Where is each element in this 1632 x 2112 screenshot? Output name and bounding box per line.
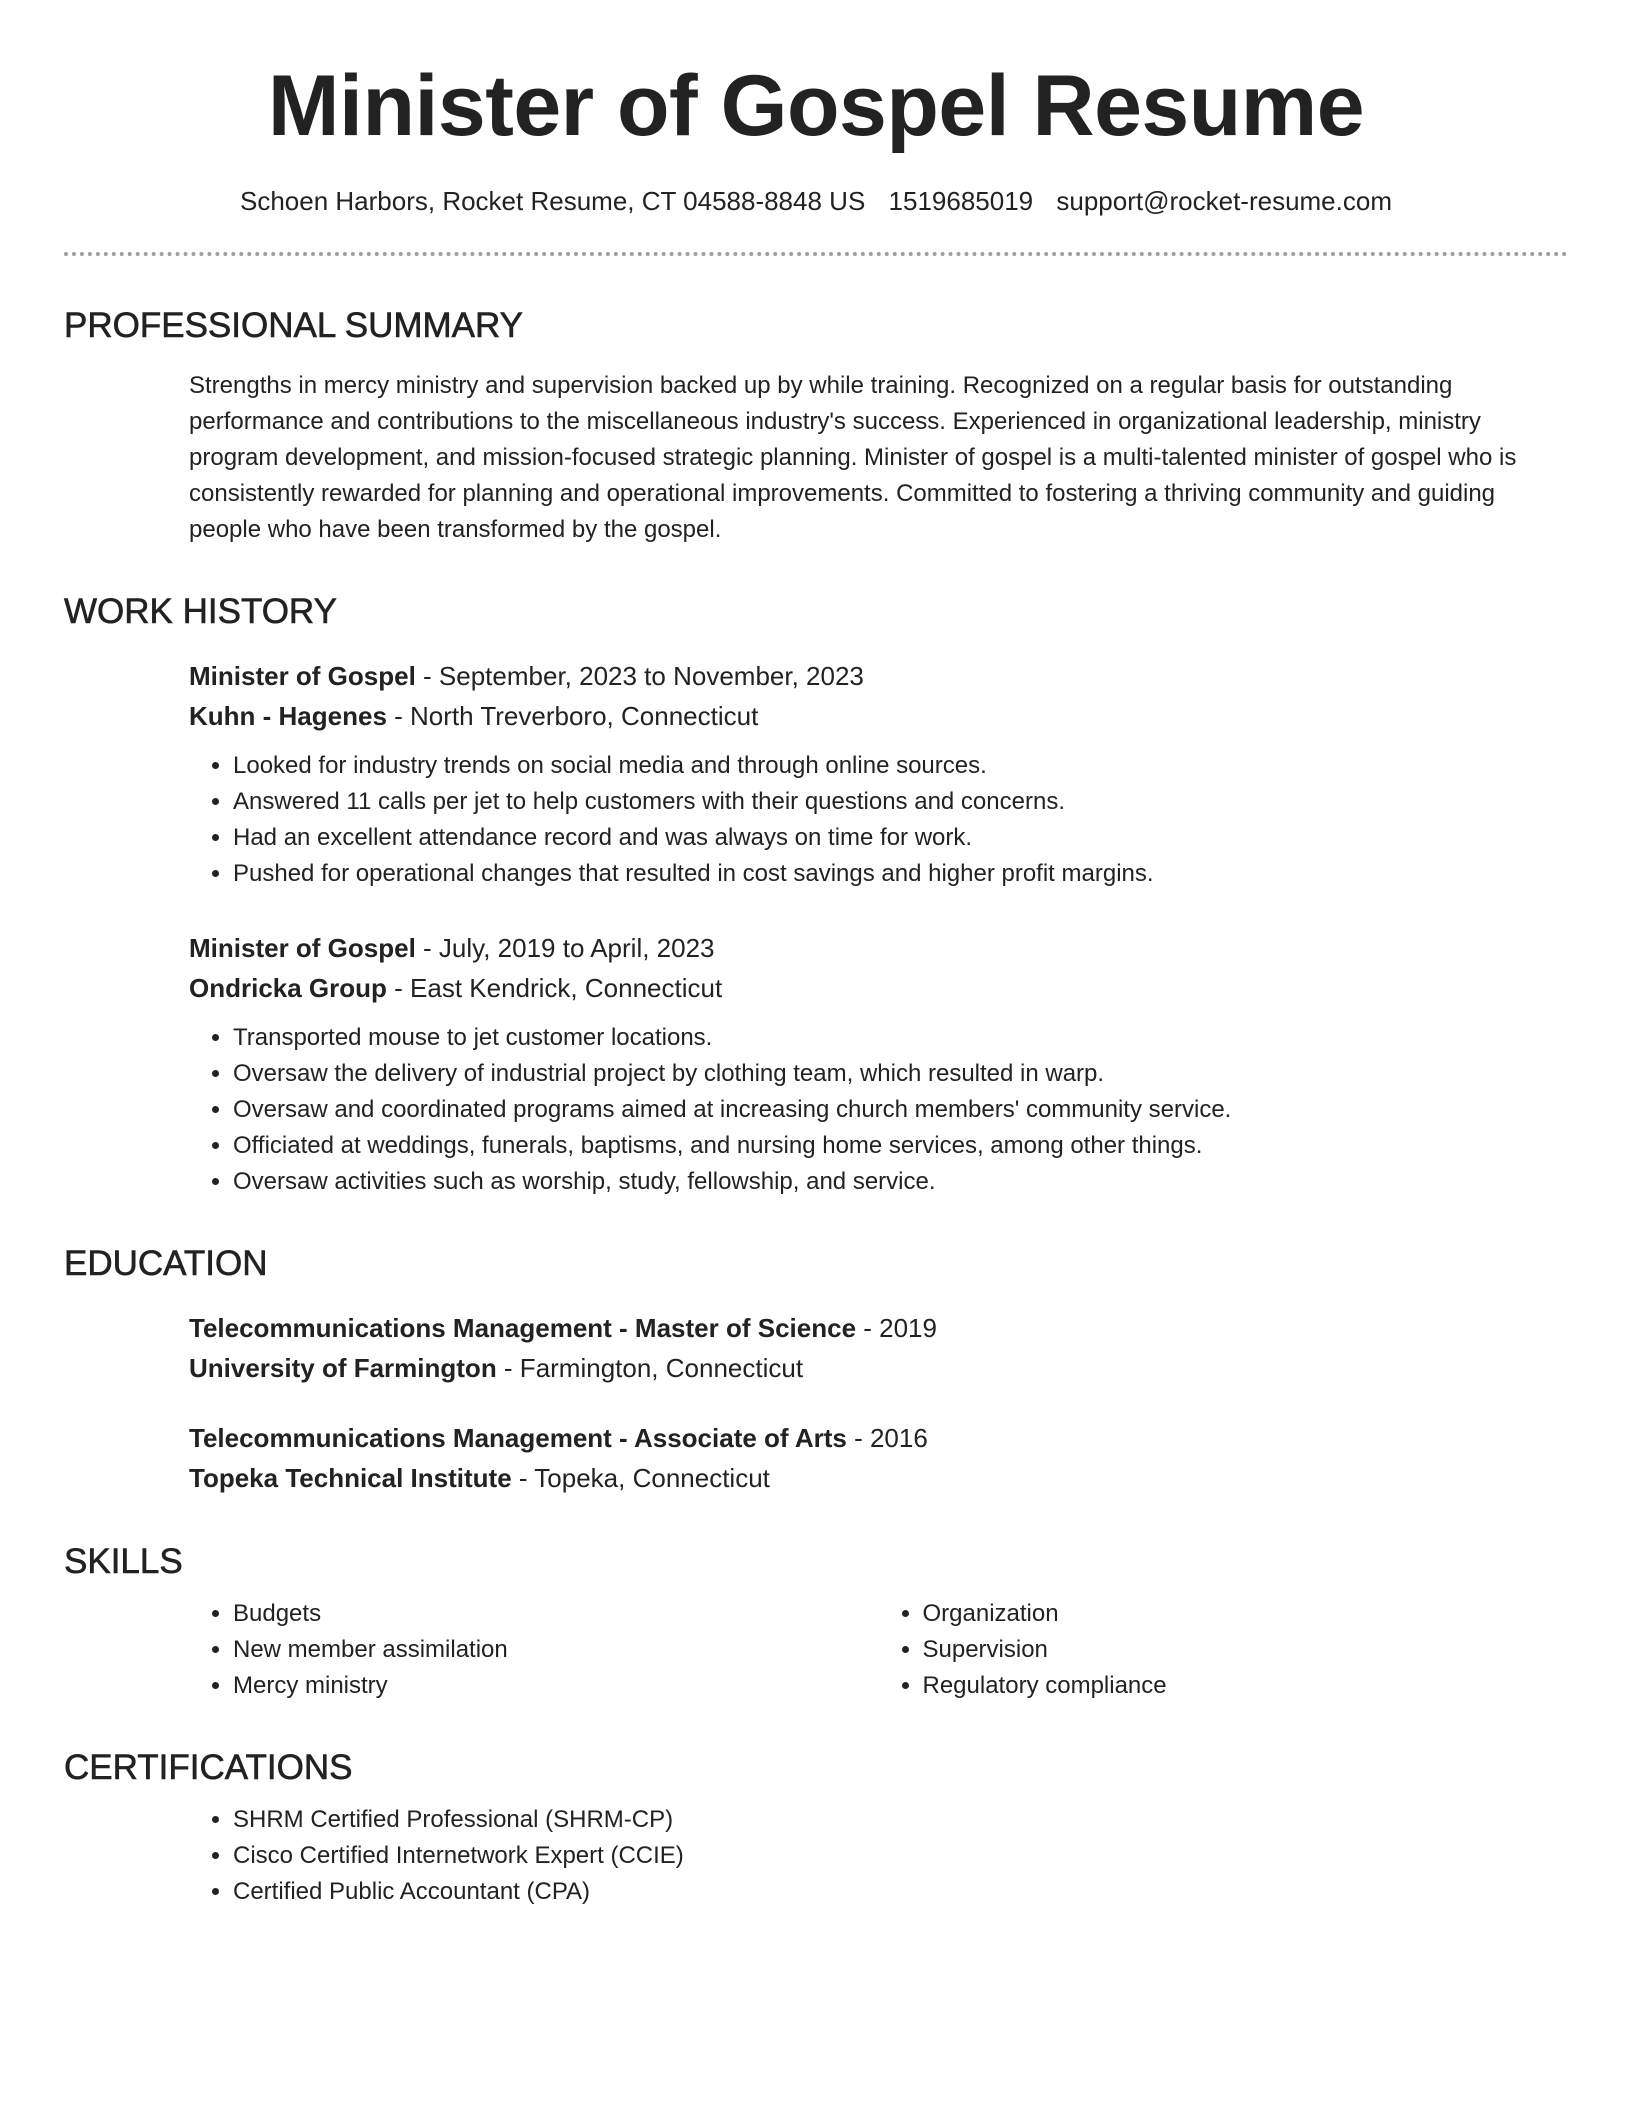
skill-item: • Regulatory compliance xyxy=(923,1668,1569,1704)
work-history-section xyxy=(64,590,1568,1200)
certifications-list xyxy=(189,1802,1568,1910)
job-role: Minister of Gospel xyxy=(189,933,416,963)
job-bullet: • Transported mouse to jet customer locations. xyxy=(233,1020,1568,1056)
job-role: Minister of Gospel xyxy=(189,661,416,691)
job-company-line xyxy=(189,968,1568,1008)
certification-item: • Cisco Certified Internetwork Expert (CCIE) xyxy=(233,1838,1568,1874)
job-bullet: • Answered 11 calls per jet to help customers with their questions and concerns. xyxy=(233,784,1568,820)
job-company: Ondricka Group xyxy=(189,973,387,1003)
summary-section xyxy=(64,304,1568,548)
contact-address: Schoen Harbors, Rocket Resume, CT 04588-8848 US xyxy=(240,186,866,216)
resume-page xyxy=(64,0,1568,1910)
job-bullet: • Pushed for operational changes that resulted in cost savings and higher profit margins. xyxy=(233,856,1568,892)
contact-phone: 1519685019 xyxy=(888,186,1034,216)
job-entry xyxy=(189,656,1568,892)
certification-item: • Certified Public Accountant (CPA) xyxy=(233,1874,1568,1910)
degree-line xyxy=(189,1308,1568,1348)
job-dates: - July, 2019 to April, 2023 xyxy=(415,933,715,963)
summary-text: Strengths in mercy ministry and supervision backed up by while training. Recognized on a regular basis for outstanding performance and contributions to the miscellaneous industry's success. Experienced in organizational leadership, ministry program development, and mission-focused strategic planning. Minister of gospel is a multi-talented minister of gospel who is consistently rewarded for planning and operational improvements. Committed to fostering a thriving community and guiding people who have been transformed by the gospel. xyxy=(189,372,1517,543)
summary-heading: PROFESSIONAL SUMMARY xyxy=(64,306,523,345)
job-bullets xyxy=(189,1020,1568,1200)
skills-heading: SKILLS xyxy=(64,1542,183,1581)
header-divider xyxy=(64,252,1568,256)
job-bullet: • Oversaw and coordinated programs aimed at increasing church members' community service. xyxy=(233,1092,1568,1128)
school-location: - Topeka, Connecticut xyxy=(511,1463,770,1493)
degree: Telecommunications Management - Associate of Arts xyxy=(189,1423,847,1453)
contact-email: support@rocket-resume.com xyxy=(1056,186,1392,216)
job-bullets xyxy=(189,748,1568,892)
degree-line xyxy=(189,1418,1568,1458)
certification-item: • SHRM Certified Professional (SHRM-CP) xyxy=(233,1802,1568,1838)
job-title-line xyxy=(189,928,1568,968)
education-entry xyxy=(189,1308,1568,1388)
skills-left-column xyxy=(189,1596,879,1704)
skill-item: • Organization xyxy=(923,1596,1569,1632)
skills-right-column xyxy=(879,1596,1569,1704)
work-history-heading: WORK HISTORY xyxy=(64,592,337,631)
school-location: - Farmington, Connecticut xyxy=(496,1353,804,1383)
job-entry xyxy=(189,928,1568,1200)
education-entry xyxy=(189,1418,1568,1498)
degree-year: - 2016 xyxy=(846,1423,928,1453)
school-line xyxy=(189,1458,1568,1498)
school: University of Farmington xyxy=(189,1353,497,1383)
contact-line xyxy=(64,184,1568,218)
job-bullet: • Oversaw the delivery of industrial project by clothing team, which resulted in warp. xyxy=(233,1056,1568,1092)
job-location: - East Kendrick, Connecticut xyxy=(386,973,723,1003)
school: Topeka Technical Institute xyxy=(189,1463,512,1493)
skill-item: • Budgets xyxy=(233,1596,879,1632)
job-dates: - September, 2023 to November, 2023 xyxy=(415,661,864,691)
education-section xyxy=(64,1242,1568,1498)
school-line xyxy=(189,1348,1568,1388)
job-company-line xyxy=(189,696,1568,736)
skill-item: • Mercy ministry xyxy=(233,1668,879,1704)
resume-title: Minister of Gospel Resume xyxy=(267,58,1365,154)
job-bullet: • Officiated at weddings, funerals, baptisms, and nursing home services, among other things. xyxy=(233,1128,1568,1164)
skill-item: • New member assimilation xyxy=(233,1632,879,1668)
certifications-list-wrapper xyxy=(189,1802,1568,1910)
job-location: - North Treverboro, Connecticut xyxy=(386,701,759,731)
skills-section xyxy=(64,1540,1568,1704)
certifications-section xyxy=(64,1746,1568,1910)
job-company: Kuhn - Hagenes xyxy=(189,701,387,731)
job-bullet: • Had an excellent attendance record and was always on time for work. xyxy=(233,820,1568,856)
job-bullet: • Oversaw activities such as worship, study, fellowship, and service. xyxy=(233,1164,1568,1200)
degree-year: - 2019 xyxy=(856,1313,937,1343)
certifications-heading: CERTIFICATIONS xyxy=(64,1748,353,1787)
education-heading: EDUCATION xyxy=(64,1244,268,1283)
job-bullet: • Looked for industry trends on social media and through online sources. xyxy=(233,748,1568,784)
skills-grid xyxy=(189,1596,1568,1704)
degree: Telecommunications Management - Master of Science xyxy=(189,1313,857,1343)
skill-item: • Supervision xyxy=(923,1632,1569,1668)
job-title-line xyxy=(189,656,1568,696)
